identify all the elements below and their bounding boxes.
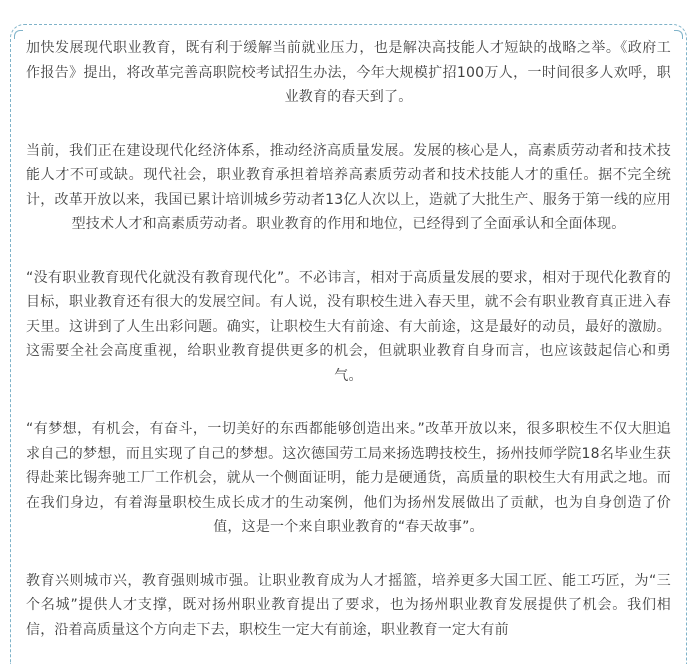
paragraph-3: “没有职业教育现代化就没有教育现代化”。不必讳言，相对于高质量发展的要求，相对于现代化教育的目标，职业教育还有很大的发展空间。有人说，没有职校生进入春天里，就不会有职业教育真正进入春天里。这讲到了人生出彩问题。确实，让职校生大有前途、有大前途，这是最好的动员，最好的激励。这需要全社会高度重视，给职业教育提供更多的机会，但就职业教育自身而言，也应该鼓起信心和勇气。 (26, 269, 671, 384)
paragraph-2: 当前，我们正在建设现代化经济体系，推动经济高质量发展。发展的核心是人，高素质劳动者和技术技能人才不可或缺。现代社会，职业教育承担着培养高素质劳动者和技术技能人才的重任。据不完全统计，改革开放以来，我国已累计培训城乡劳动者13亿人次以上，造就了大批生产、服务于第一线的应用型技术人才和高素质劳动者。职业教育的作用和地位，已经得到了全面承认和全面体现。 (26, 142, 671, 232)
frame-corner-left (14, 30, 23, 39)
paragraph-5: 教育兴则城市兴，教育强则城市强。让职业教育成为人才摇篮，培养更多大国工匠、能工巧匠，为“三个名城”提供人才支撑，既对扬州职业教育提出了要求，也为扬州职业教育发展提供了机会。我们相信，沿着高质量这个方向走下去，职校生一定大有前途，职业教育一定大有前 (26, 572, 671, 638)
article-body (26, 36, 671, 671)
frame-corner-right (674, 30, 683, 39)
paragraph-4: “有梦想，有机会，有奋斗，一切美好的东西都能够创造出来。”改革开放以来，很多职校生不仅大胆追求自己的梦想，而且实现了自己的梦想。这次德国劳工局来扬选聘技校生，扬州技师学院18名毕业生获得赴莱比锡奔驰工厂工作机会，就从一个侧面证明，能力是硬通货，高质量的职校生大有用武之地。而在我们身边，有着海量职校生成长成才的生动案例，他们为扬州发展做出了贡献，也为自身创造了价值，这是一个来自职业教育的“春天故事”。 (26, 421, 671, 535)
paragraph-1: 加快发展现代职业教育，既有利于缓解当前就业压力，也是解决高技能人才短缺的战略之举。《政府工作报告》提出，将改革完善高职院校考试招生办法，今年大规模扩招100万人，一时间很多人欢呼，职业教育的春天到了。 (26, 40, 671, 105)
